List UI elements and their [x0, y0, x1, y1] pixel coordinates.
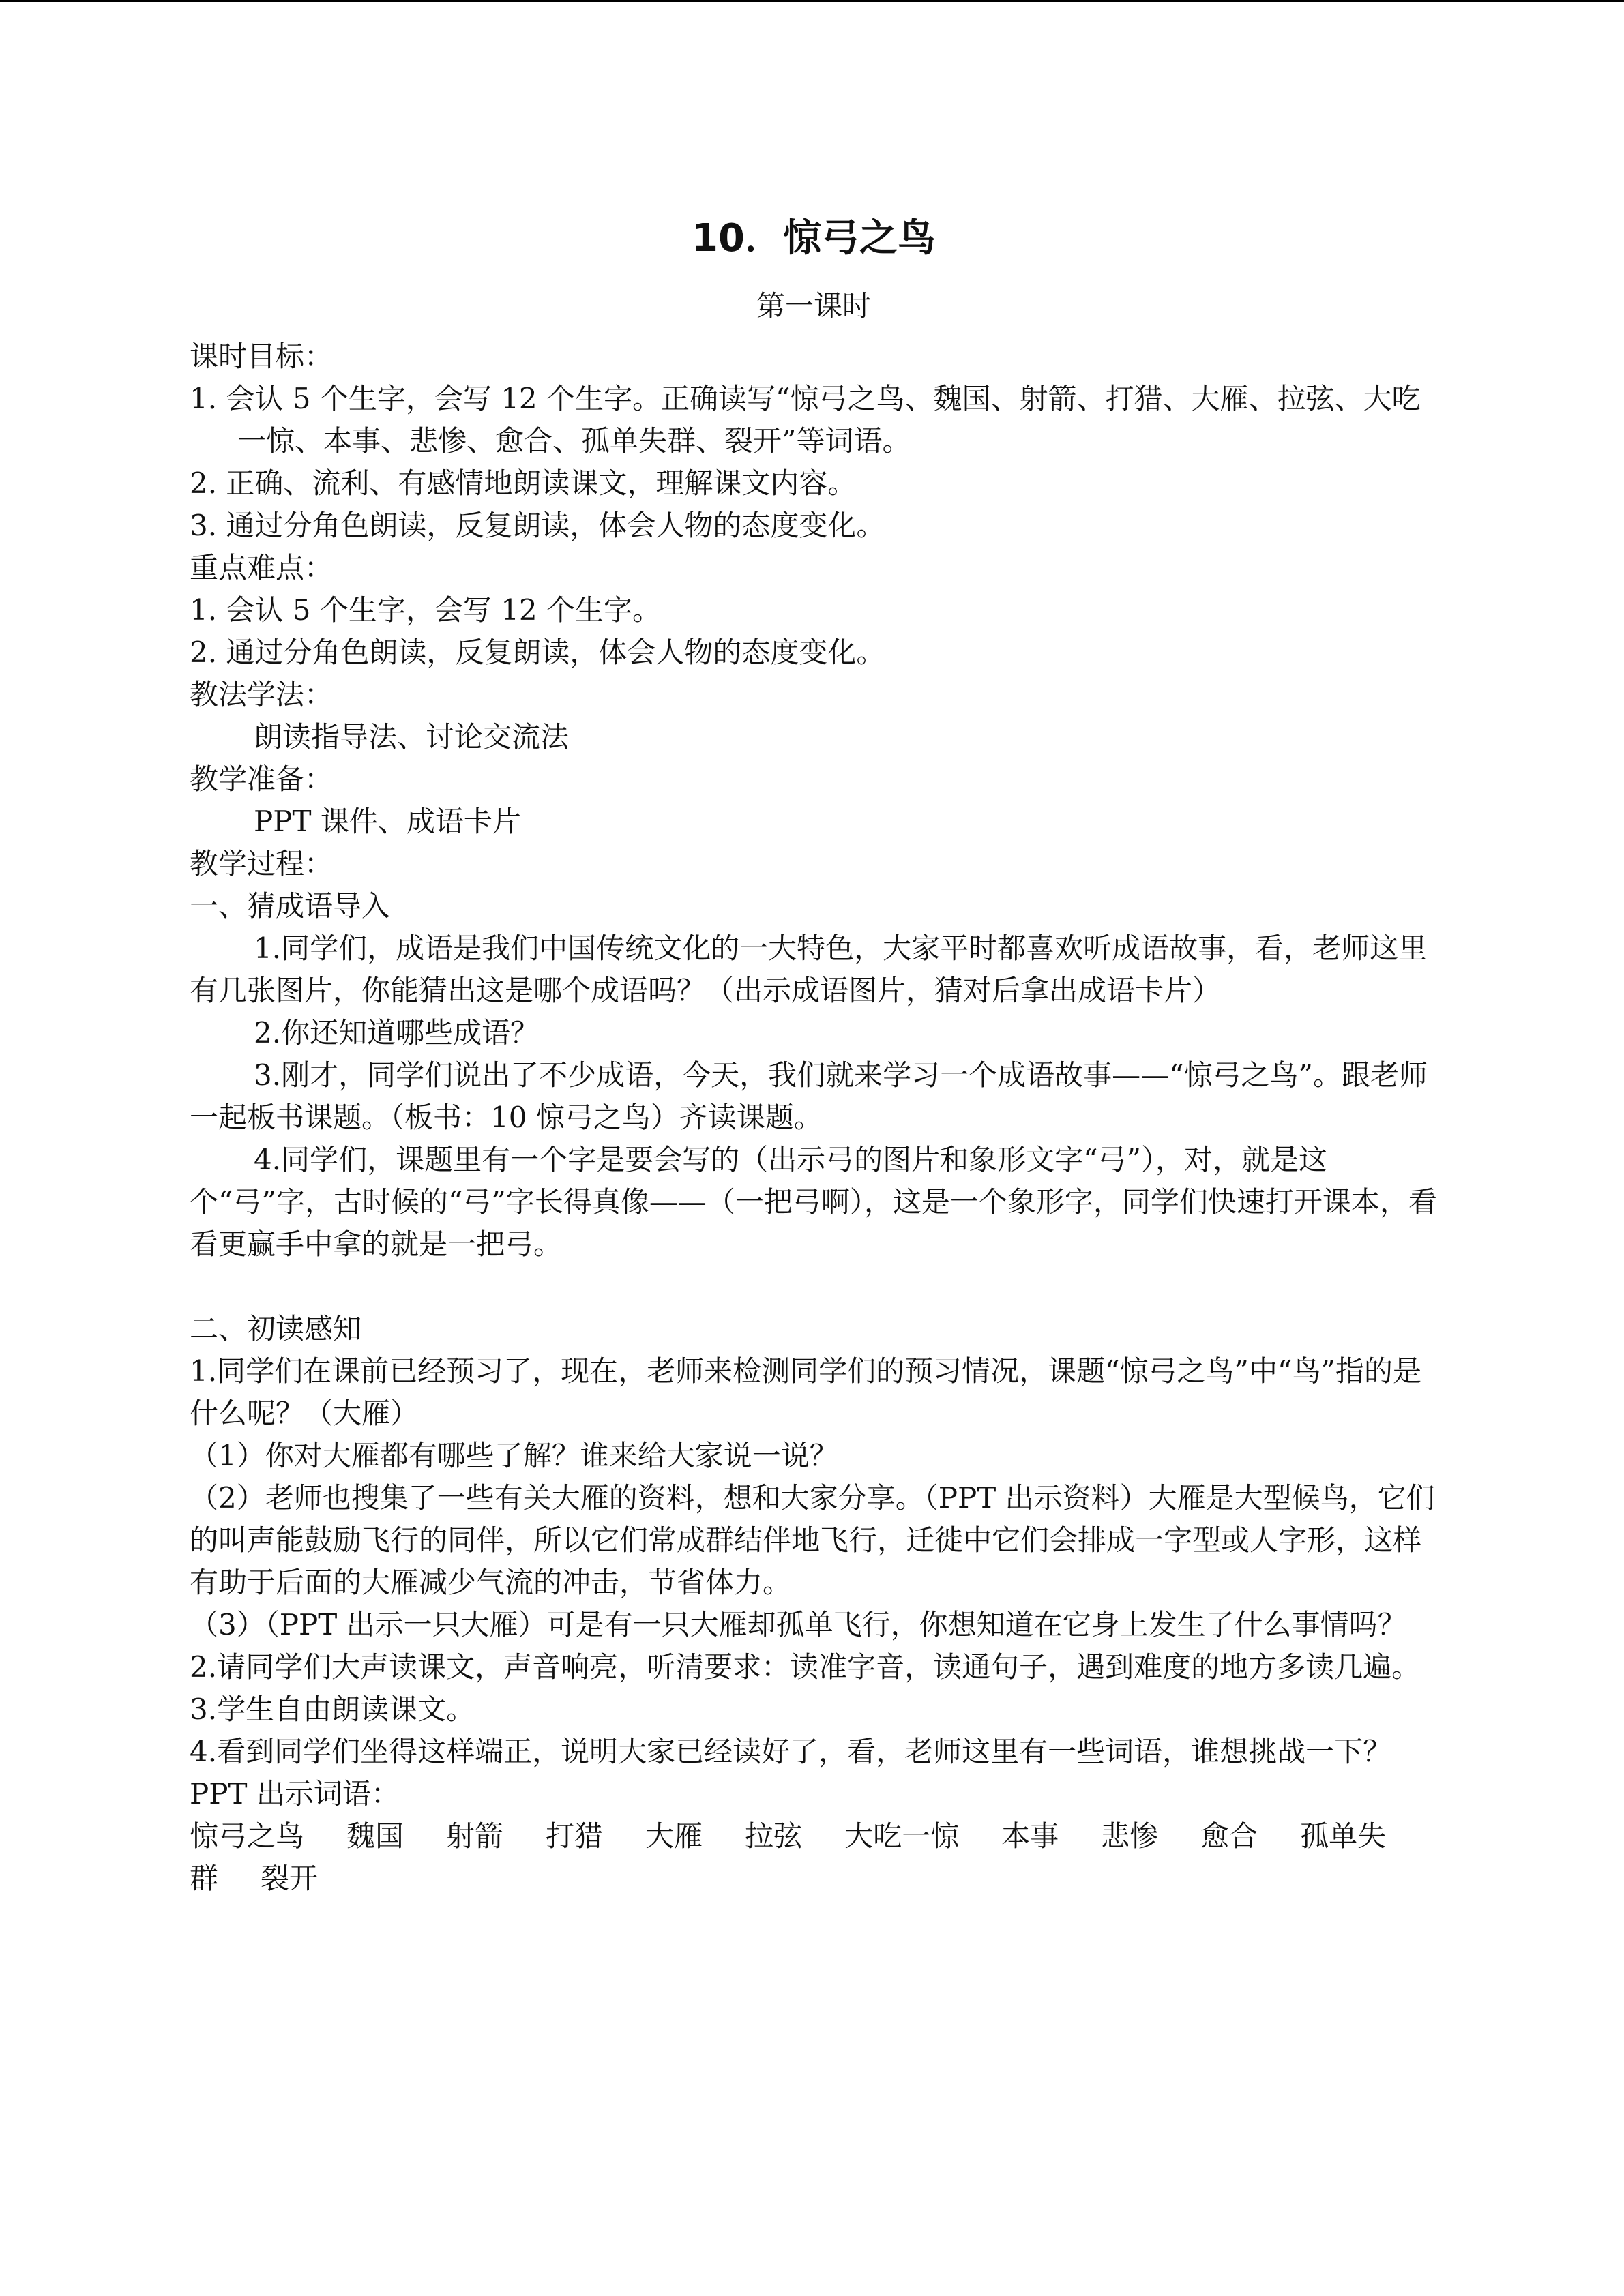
- paragraph: 2.请同学们大声读课文，声音响亮，听清要求：读准字音，读通句子，遇到难度的地方多读几遍。: [190, 1650, 1421, 1684]
- vocabulary-word: 打猎: [546, 1819, 604, 1853]
- document-title: 10．惊弓之鸟: [692, 216, 936, 260]
- paragraph: 1.同学们在课前已经预习了，现在，老师来检测同学们的预习情况，课题“惊弓之鸟”中“鸟”指的是什么呢？（大雁）: [190, 1354, 1421, 1430]
- preparation-text: PPT 课件、成语卡片: [254, 805, 521, 838]
- vocabulary-word: 魏国: [346, 1819, 404, 1853]
- process-heading: 教学过程：: [190, 847, 334, 880]
- paragraph: （2）老师也搜集了一些有关大雁的资料，想和大家分享。（PPT 出示资料）大雁是大型候鸟，它们的叫声能鼓励飞行的同伴，所以它们常成群结伴地飞行，迁徙中它们会排成一字型或人字形，这样有助于后面的大雁减少气流的冲击，节省体力。: [190, 1481, 1435, 1599]
- vocabulary-word: 悲惨: [1101, 1819, 1159, 1853]
- vocabulary-word: 愈合: [1200, 1819, 1258, 1853]
- preparation-heading: 教学准备：: [190, 762, 334, 796]
- paragraph: 4.看到同学们坐得这样端正，说明大家已经读好了，看，老师这里有一些词语，谁想挑战一下？: [190, 1735, 1392, 1768]
- vocabulary-word: 大吃一惊: [844, 1819, 960, 1853]
- paragraph: 4.同学们，课题里有一个字是要会写的（出示弓的图片和象形文字“弓”），对，就是这个“弓”字，古时候的“弓”字长得真像——（一把弓啊），这是一个象形字，同学们快速打开课本，看看更赢手中拿的就是一把弓。: [190, 1143, 1437, 1261]
- section-heading: 一、猜成语导入: [190, 889, 391, 923]
- vocabulary-word: 射箭: [446, 1819, 504, 1853]
- vocabulary-word: 群: [190, 1862, 219, 1895]
- paragraph: 2.你还知道哪些成语？: [254, 1016, 540, 1049]
- vocabulary-word: 惊弓之鸟: [190, 1819, 305, 1853]
- vocabulary-list: [190, 1815, 1417, 1900]
- objective-item: 3. 通过分角色朗读，反复朗读，体会人物的态度变化。: [190, 509, 885, 542]
- vocabulary-word: 大雁: [645, 1819, 703, 1853]
- vocabulary-word: 裂开: [261, 1862, 319, 1895]
- objective-item: 1. 会认 5 个生字，会写 12 个生字。正确读写“惊弓之鸟、魏国、射箭、打猎、大雁、拉弦、大吃一惊、本事、悲惨、愈合、孤单失群、裂开”等词语。: [190, 382, 1421, 458]
- objective-item: 2. 正确、流利、有感情地朗读课文，理解课文内容。: [190, 466, 857, 500]
- methods-text: 朗读指导法、讨论交流法: [254, 720, 570, 754]
- paragraph: PPT 出示词语：: [190, 1777, 400, 1810]
- vocabulary-word: 本事: [1001, 1819, 1059, 1853]
- paragraph: （3）（PPT 出示一只大雁）可是有一只大雁却孤单飞行，你想知道在它身上发生了什么事情吗？: [190, 1608, 1406, 1641]
- key-point-item: 1. 会认 5 个生字，会写 12 个生字。: [190, 593, 661, 627]
- lesson-period-subtitle: 第一课时: [756, 289, 871, 323]
- top-border-line: [0, 0, 1624, 2]
- key-points-heading: 重点难点：: [190, 551, 334, 584]
- methods-heading: 教法学法：: [190, 678, 334, 711]
- paragraph: 3.刚才，同学们说出了不少成语，今天，我们就来学习一个成语故事——“惊弓之鸟”。跟老师一起板书课题。（板书：10 惊弓之鸟）齐读课题。: [190, 1058, 1428, 1134]
- section-heading: 二、初读感知: [190, 1312, 362, 1345]
- lesson-plan-document: [190, 205, 1438, 1900]
- key-point-item: 2. 通过分角色朗读，反复朗读，体会人物的态度变化。: [190, 636, 885, 669]
- vocabulary-word: 拉弦: [745, 1819, 803, 1853]
- paragraph: 3.学生自由朗读课文。: [190, 1693, 475, 1726]
- blank-line: [190, 1266, 1438, 1308]
- paragraph: 1.同学们，成语是我们中国传统文化的一大特色，大家平时都喜欢听成语故事，看，老师这里有几张图片，你能猜出这是哪个成语吗？（出示成语图片，猜对后拿出成语卡片）: [190, 931, 1428, 1007]
- paragraph: （1）你对大雁都有哪些了解？谁来给大家说一说？: [190, 1439, 838, 1472]
- vocabulary-word: 孤单失: [1300, 1819, 1387, 1853]
- objectives-heading: 课时目标：: [190, 340, 334, 373]
